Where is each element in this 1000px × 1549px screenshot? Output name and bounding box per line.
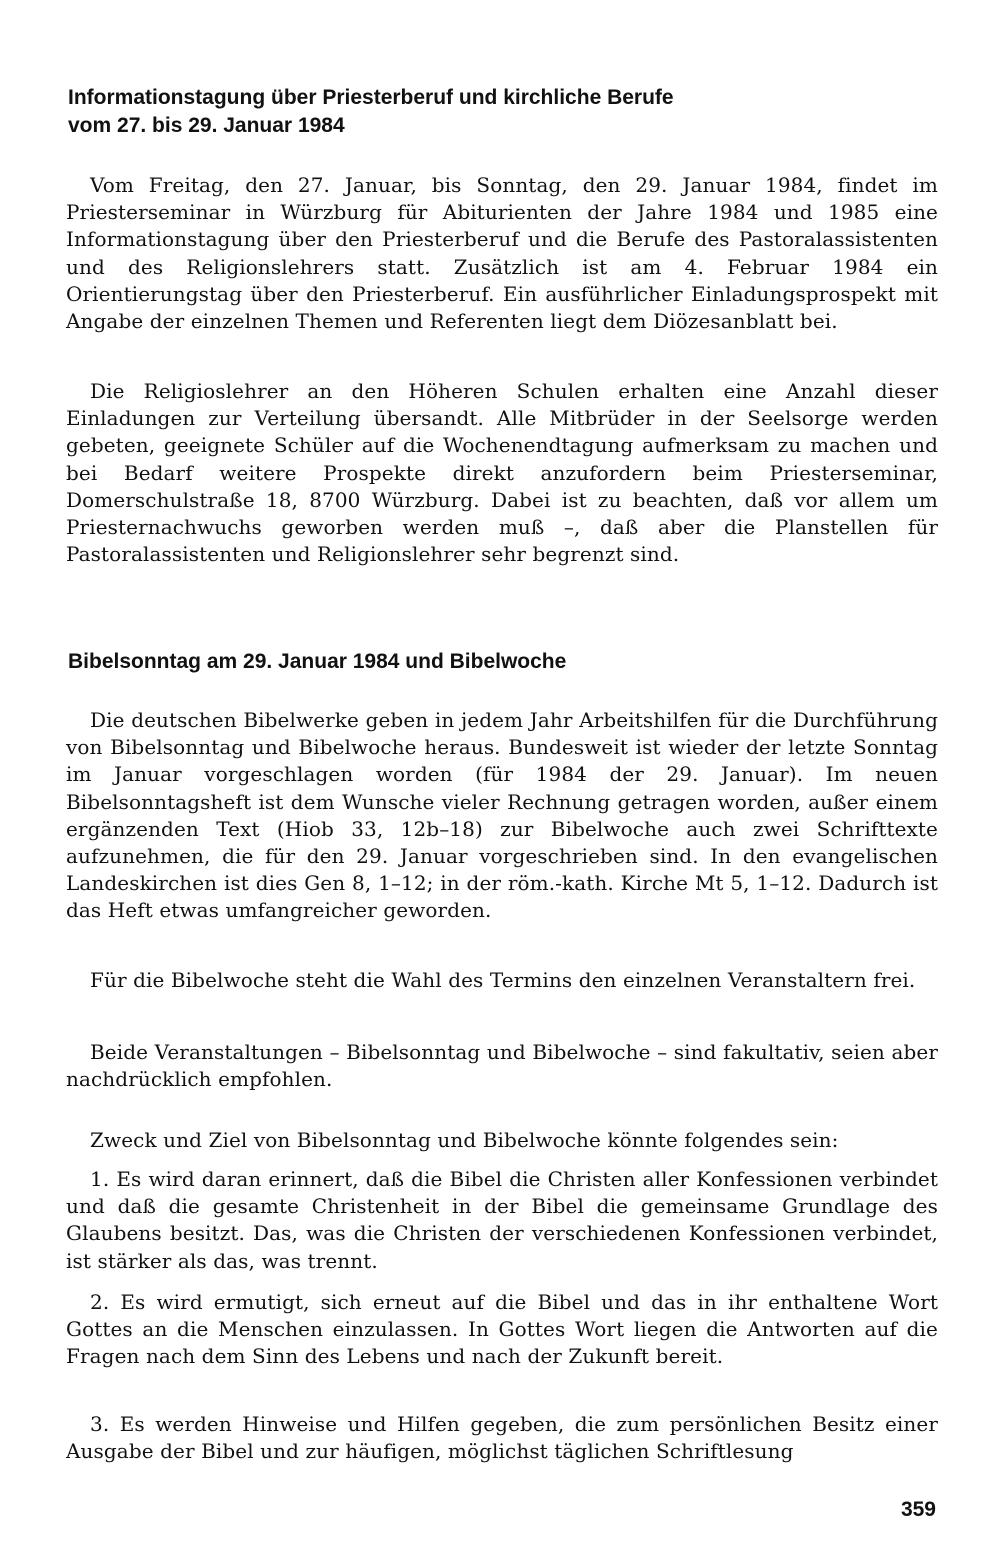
section2-list-item-2: 2. Es wird ermutigt, sich erneut auf die Bibel und das in ihr enthaltene Wort Gottes an die Menschen einzulassen. In Gottes Wort liegen die Antworten auf die Fragen nach dem Sinn des Lebens und nach der Zukunft bereit. xyxy=(66,1290,938,1369)
section2-paragraph-3: Beide Veranstaltungen – Bibelsonntag und Bibelwoche – sind fakultativ, seien aber nachdrücklich empfohlen. xyxy=(66,1040,938,1092)
section1-paragraph-1: Vom Freitag, den 27. Januar, bis Sonntag, den 29. Januar 1984, findet im Priesterseminar in Würzburg für Abiturienten der Jahre 1984 und 1985 eine Informationstagung über den Priesterberuf und die Berufe des Pastoralassistenten und des Religionslehrers statt. Zusätzlich ist am 4. Februar 1984 ein Orientierungstag über den Priesterberuf. Ein ausführlicher Einladungsprospekt mit Angabe der einzelnen Themen und Referenten liegt dem Diözesanblatt bei. xyxy=(66,173,938,334)
section2-paragraph-1: Die deutschen Bibelwerke geben in jedem Jahr Arbeitshilfen für die Durchführung von Bibelsonntag und Bibelwoche heraus. Bundesweit ist wieder der letzte Sonntag im Januar vorgeschlagen worden (für 1984 der 29. Januar). Im neuen Bibelsonntagsheft ist dem Wunsche vieler Rechnung getragen worden, außer einem ergänzenden Text (Hiob 33, 12b–18) zur Bibelwoche auch zwei Schrifttexte aufzunehmen, die für den 29. Januar vorgeschrieben sind. In den evangelischen Landeskirchen ist dies Gen 8, 1–12; in der röm.-kath. Kirche Mt 5, 1–12. Dadurch ist das Heft etwas umfangreicher geworden. xyxy=(66,708,938,923)
section1-heading-line2: vom 27. bis 29. Januar 1984 xyxy=(68,114,345,137)
section2-heading: Bibelsonntag am 29. Januar 1984 und Bibelwoche xyxy=(68,650,567,673)
section2-list-item-3: 3. Es werden Hinweise und Hilfen gegeben, die zum persönlichen Besitz einer Ausgabe der Bibel und zur häufigen, möglichst täglichen Schriftlesung xyxy=(66,1412,938,1464)
section2-paragraph-2: Für die Bibelwoche steht die Wahl des Termins den einzelnen Veranstaltern frei. xyxy=(90,968,916,992)
section1-heading-line1: Informationstagung über Priesterberuf und kirchliche Berufe xyxy=(68,86,674,109)
section1-paragraph-2: Die Religioslehrer an den Höheren Schulen erhalten eine Anzahl dieser Einladungen zur Verteilung übersandt. Alle Mitbrüder in der Seelsorge werden gebeten, geeignete Schüler auf die Wochenendtagung aufmerksam zu machen und bei Bedarf weitere Prospekte direkt anzufordern beim Priesterseminar, Domerschulstraße 18, 8700 Würzburg. Dabei ist zu beachten, daß vor allem um Priesternachwuchs geworben werden muß –, daß aber die Planstellen für Pastoralassistenten und Religionslehrer sehr begrenzt sind. xyxy=(66,379,938,567)
page-number: 359 xyxy=(900,1498,936,1521)
section2-paragraph-4: Zweck und Ziel von Bibelsonntag und Bibelwoche könnte folgendes sein: xyxy=(90,1128,839,1152)
section2-list-item-1: 1. Es wird daran erinnert, daß die Bibel die Christen aller Konfessionen verbindet und daß die gesamte Christenheit in der Bibel die gemeinsame Grundlage des Glaubens besitzt. Das, was die Christen der verschiedenen Konfessionen verbindet, ist stärker als das, was trennt. xyxy=(66,1167,938,1273)
